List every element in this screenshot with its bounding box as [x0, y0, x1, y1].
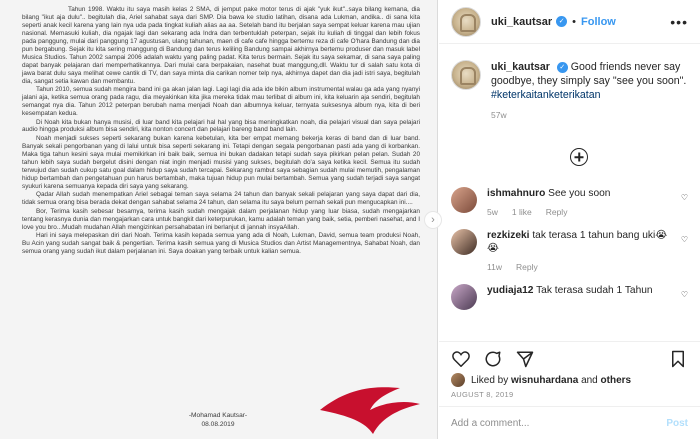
likes-summary: [451, 373, 631, 387]
caption-text: [491, 60, 688, 102]
likes-prefix: Liked by: [471, 374, 509, 386]
comment-username[interactable]: rezkizeki: [487, 230, 530, 241]
comment-icon[interactable]: [483, 349, 503, 369]
letter-paragraph: Qadar Allah sudah menempatkan Ariel sebagai teman saya selama 24 tahun dan banyak sekali pelajaran yang saya dapat dari dia, tidak semua orang bisa berada dekat dengan sahabat selama 24 tahun, dan selama itu saya belum pernah sekali pun mengucapkan ini....: [22, 191, 420, 207]
verified-badge-icon: ✓: [556, 16, 567, 27]
comment-time: 11w: [487, 262, 502, 272]
letter-signature: [178, 411, 258, 429]
post-caption: [439, 44, 700, 102]
likes-suffix: and: [581, 374, 598, 386]
signature-name: -Mohamad Kautsar-: [188, 412, 248, 419]
letter-paragraph: Noah menjadi sukses seperti sekarang bukan karena kebetulan, kita ber empat memang bekerja keras di band dan di luar band. Banyak sekali pengorbanan yang di lalui untuk bisa seperti sekarang ini. Tetapi dengan segala pengorbanan pasti ada yang di korbankan. Maka tiga tahun kesini saya mulai memikirkan ini baik baik, semua ini bukan dadakan tetapi sudah saya pikirkan pelan pelan. Sudah 20 tahun lebih saya sudah bergelut disini dengan niat ingin menjadi musisi yang sukses, begitulah do'a saya ketika kecil. Semua itu sudah terwujud dan sudah cukup satu goal dalam hidup saya sudah tercapai. Sekarang rambut saya sebagian sudah mulai memutih, pengalaman hidup bertambah dan pengetahuan pun harus bertambah, maka tujuan hidup pun mulai bertambah. Semua yang sudah terjadi saya sangat syukuri karena semuanya kepada diri saya yang sekarang.: [22, 135, 420, 190]
add-comment-input[interactable]: Add a comment...: [451, 417, 530, 429]
verified-badge-icon: ✓: [557, 62, 568, 73]
comment-text: Tak terasa sudah 1 Tahun: [536, 285, 653, 296]
list-item: [439, 187, 700, 219]
action-bar: [439, 341, 700, 375]
list-item: [439, 229, 700, 274]
heart-icon[interactable]: ♡: [680, 290, 688, 299]
avatar[interactable]: [451, 229, 477, 255]
caption-body: Good friends never say goodbye, they simply say "see you soon".: [491, 61, 687, 87]
red-brush-logo-icon: [315, 380, 425, 435]
caption-hashtag[interactable]: #keterkaitanketerikatan: [491, 89, 601, 101]
post-side-panel: [439, 0, 700, 439]
avatar[interactable]: [451, 187, 477, 213]
letter-paragraph: Bor, Terima kasih sebesar besarnya, terima kasih sudah mengajak dalam perjalanan hidup yang luar biasa, sudah mengajarkan tentang kerasnya dunia dan mengajarkan cara untuk bangkit dari keterpurukan, kamu adalah teman yang baik, setia, pemberi nasehat, and I love you bro...Mudah mudahan Allah mengizinkan persahabatan ini berlanjut di jannah insyaAllah.: [22, 207, 420, 231]
likes-user[interactable]: wisnuhardana: [511, 374, 579, 386]
separator-dot: •: [572, 15, 577, 28]
likes-others[interactable]: others: [600, 374, 632, 386]
signature-date: 08.08.2019: [201, 421, 235, 428]
reply-button[interactable]: Reply: [515, 262, 538, 272]
caption-username[interactable]: uki_kautsar: [491, 61, 550, 73]
heart-icon[interactable]: ♡: [680, 235, 688, 244]
letter-paragraph: Di Noah kita bukan hanya musisi, di luar band kita pelajari hal hal yang bisa meningkatkan noah, dia pelajari visual dan saya pelajari audio hingga produksi album bisa sendiri, kita nonton concert dan pelajari bareng band band lain.: [22, 118, 420, 134]
follow-button[interactable]: Follow: [581, 15, 616, 28]
avatar[interactable]: [451, 284, 477, 310]
next-arrow-icon[interactable]: ›: [424, 211, 442, 229]
heart-icon[interactable]: [451, 349, 471, 369]
comment-time: 5w: [487, 207, 498, 217]
comment-text: See you soon: [548, 188, 611, 199]
post-comment-button[interactable]: Post: [666, 417, 688, 429]
avatar[interactable]: [451, 373, 465, 387]
post-header: [439, 0, 700, 44]
reply-button[interactable]: Reply: [545, 207, 568, 217]
post-date: AUGUST 8, 2019: [451, 390, 514, 399]
avatar[interactable]: [451, 7, 481, 37]
more-icon[interactable]: •••: [670, 13, 688, 30]
comment-text: tak terasa 1 tahun bang uki😭😭: [487, 230, 668, 254]
add-comment-bar: [439, 406, 700, 439]
comment-list: [439, 187, 700, 310]
list-item: [439, 284, 700, 310]
comment-likes[interactable]: 1 like: [511, 207, 532, 217]
letter-paragraph: Tahun 1998. Waktu itu saya masih kelas 2 SMA, di jemput pake motor terus di ajak "yuk ikut"..saya bilang kemana, dia bilang "ikut aja dulu".. begitulah dia, Ariel sahabat saya dari SMP. Dia bawa ke studio latihan, disana ada Lukman, andika.. di sana kita seperti anak kecil karena yang lain nya uda pada tingkat kuliah alias aa aa. Setelah band itu berjalan saya sempat keluar karena mau ujian nasional. Memasuki kuliah, dia ngajak lagi dan sekarang ada Indra dan terbentuklah peterpan, sejak itu kuliah di tinggal dan lebih fokus pada panggung, mulai dari panggung 17 agustusan, ulang tahunan, maen di cafe cafe hingga bertemu reza di cafe O'hara Bandung dan dia pun bergabung. Sejak itu kita sering manggung di Bandung dan terus keliling Bandung sampai akhirnya bertemu produser dan masuk label Musica Studios. Tahun 2002 sampai 2006 adalah waktu yang paling padat. Kita terus bermain. Sejak itu saya sekamar, di sana saya paling dapat banyak pelajaran dari memperhatikannya. Dari mulai cara berpakaian, nasehat buat manggung,dll. Waktu tur di salah satu kota di jawa barat dulu saya melihat cewe cantik di TV, dan saya minta dia carikan nomer telp nya, akhirnya dapet dan dia jadi istri saya, begitulah dia, sangat setia kawan dan membantu.: [22, 6, 420, 85]
header-username[interactable]: uki_kautsar: [491, 15, 553, 28]
comment-username[interactable]: yudiaja12: [487, 285, 534, 296]
share-icon[interactable]: [515, 349, 535, 369]
caption-time: 57w: [491, 110, 507, 120]
letter-paragraph: Tahun 2010, semua sudah mengira band ini ga akan jalan lagi. Lagi lagi dia ada ide bikin album instrumental walau ga ada yang nyanyi jalani aja, ketika semua orang pada ragu, dia meyakinkan kita jika mereka tidak mau terlibat di album ini, kita keluarin aja sendiri, begitulah semangat nya dia. Tahun 2012 peterpan berubah nama menjadi Noah dan albumnya keluar, ternyata suksesnya album nya, kita di beri kesempatan kedua.: [22, 86, 420, 117]
avatar[interactable]: [451, 60, 481, 90]
bookmark-icon[interactable]: [668, 349, 688, 369]
comment-username[interactable]: ishmahnuro: [487, 188, 546, 199]
heart-icon[interactable]: ♡: [680, 193, 688, 202]
load-more-comments-icon[interactable]: [570, 148, 588, 166]
letter-text: [22, 6, 420, 257]
letter-paragraph: Hari ini saya melepaskan diri dari Noah. Terima kasih kepada semua yang ada di Noah, Lukman, David, semua team produksi Noah, Bu Acin yang sudah sangat baik & pengertian. Terima kasih semua yang di Musica Studios dan Artist Managementnya, Sahabat Noah, dan semua orang yang sudah ikut dalam perjalanan ini. Saya doakan yang terbaik untuk kalian semua.: [22, 232, 420, 256]
